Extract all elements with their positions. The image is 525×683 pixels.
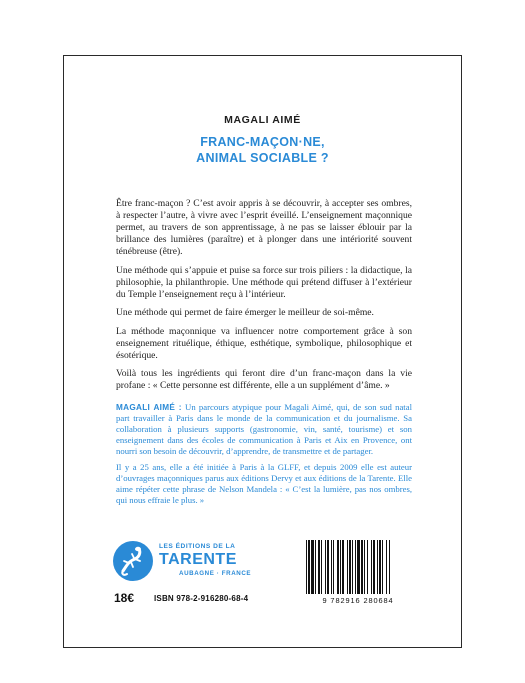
barcode-bar: [311, 540, 314, 594]
bio-author-name: MAGALI AIMÉ :: [116, 403, 182, 412]
barcode-bar: [337, 540, 339, 594]
barcode-bar: [331, 540, 332, 594]
barcode-bar: [321, 540, 322, 594]
barcode-bar: [333, 540, 334, 594]
author-name: MAGALI AIMÉ: [224, 114, 301, 126]
barcode-bar: [382, 540, 383, 594]
isbn: ISBN 978-2-916280-68-4: [154, 594, 249, 603]
barcode-bar: [371, 540, 372, 594]
publisher-location: AUBAGNE · FRANCE: [179, 570, 252, 577]
barcode-bar: [361, 540, 363, 594]
barcode-bar: [342, 540, 344, 594]
barcode-bar: [318, 540, 320, 594]
barcode-bar: [347, 540, 348, 594]
barcode-digits: 9 782916 280684: [322, 596, 394, 605]
barcode-bar: [349, 540, 351, 594]
barcode-bar: [367, 540, 368, 594]
barcode-bar: [325, 540, 326, 594]
barcode-bar: [308, 540, 310, 594]
barcode-bar: [340, 540, 341, 594]
publisher-name: TARENTE: [159, 551, 237, 568]
barcode-bar: [373, 540, 375, 594]
barcode-bar: [352, 540, 353, 594]
blurb-paragraph: Une méthode qui s’appuie et puise sa force sur trois piliers : la didactique, la philosophie, la philanthropie. Une méthode qui prétend diffuser à l’extérieur du Temple l’enseignement reçu à l’intérieur.: [116, 264, 412, 300]
bio-paragraph-1: [116, 402, 412, 457]
lizard-logo-icon: [113, 541, 153, 581]
publisher-line-1: LES ÉDITIONS DE LA: [159, 543, 236, 550]
author-bio: [116, 402, 412, 511]
barcode-bar: [386, 540, 387, 594]
blurb: [116, 198, 412, 399]
barcode-bar: [379, 540, 381, 594]
barcode-bar: [355, 540, 356, 594]
barcode-bar: [306, 540, 307, 594]
barcode-bar: [364, 540, 365, 594]
book-title: [64, 134, 461, 166]
back-cover: [63, 55, 462, 648]
blurb-paragraph: Voilà tous les ingrédients qui feront dire d’un franc-maçon dans la vie profane : « Cette personne est différente, elle a un supplément d’âme. »: [116, 368, 412, 391]
barcode-bar: [389, 540, 390, 594]
publisher-logo: [113, 541, 283, 583]
barcode-bars: [302, 538, 414, 596]
title-line-2: ANIMAL SOCIABLE ?: [196, 151, 329, 165]
barcode: [302, 538, 414, 606]
barcode-bar: [327, 540, 329, 594]
bio-text-1: Un parcours atypique pour Magali Aimé, qui, de son sud natal part travailler à Paris dans le monde de la communication et du journalisme. Sa collaboration à plusieurs supports (gastronomie, vin, santé, tourisme) et son enseignement dans des écoles de communication à Paris et Aix en Provence, ont nourri son besoin de découvrir, d’apprendre, de transmettre et de partager.: [116, 402, 412, 456]
barcode-bar: [377, 540, 378, 594]
barcode-bar: [357, 540, 360, 594]
blurb-paragraph: La méthode maçonnique va influencer notre comportement grâce à son enseignement rituélique, éthique, esthétique, symbolique, philosophique et ésotérique.: [116, 325, 412, 361]
price: 18€: [114, 591, 135, 605]
title-line-1: FRANC-MAÇON·NE,: [200, 135, 325, 149]
barcode-bar: [315, 540, 316, 594]
blurb-paragraph: Une méthode qui permet de faire émerger le meilleur de soi-même.: [116, 307, 374, 318]
blurb-paragraph: Être franc-maçon ? C’est avoir appris à se découvrir, à accepter ses ombres, à respecter l’autre, à vivre avec l’esprit éveillé. L’enseignement maçonnique permet, au travers de son apprentissage, à ne pas se laisser éblouir par la brillance des lumières (paraître) et à plonger dans une intériorité souvent ténébreuse (être).: [116, 198, 412, 257]
bio-paragraph-2: Il y a 25 ans, elle a été initiée à Paris à la GLFF, et depuis 2009 elle est auteur d’ouvrages maçonniques parus aux éditions Dervy et aux éditions de la Tarente. Elle aime répéter cette phrase de Nelson Mandela : « C’est la lumière, pas nos ombres, qui nous effraie le plus. »: [116, 462, 412, 505]
